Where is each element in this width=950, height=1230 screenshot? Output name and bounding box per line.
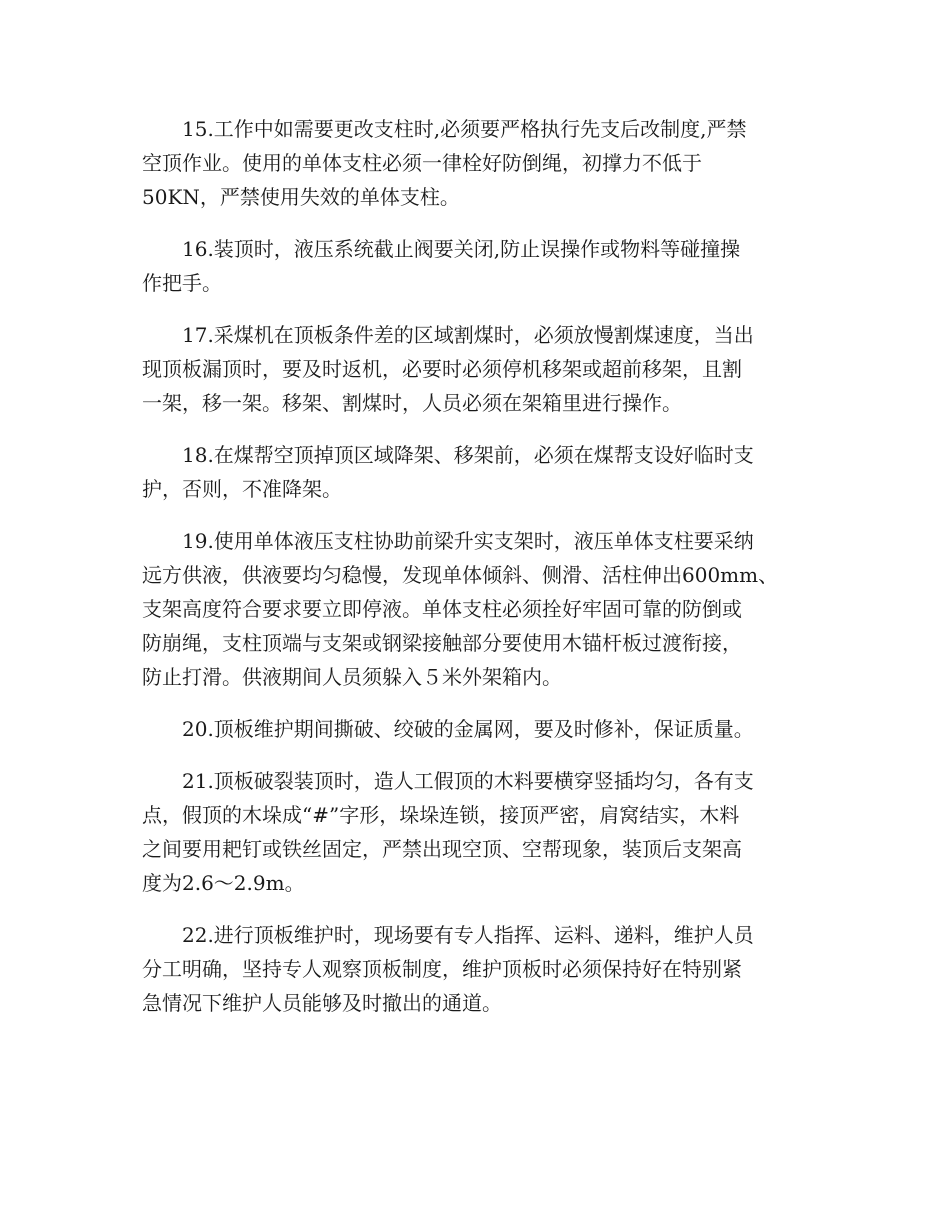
paragraph-line: 21.顶板破裂装顶时，造人工假顶的木料要横穿竖插均匀，各有支 xyxy=(182,769,754,793)
paragraph-item-22 xyxy=(142,918,812,1020)
paragraph-line: 护，否则，不准降架。 xyxy=(142,477,342,501)
paragraph-line: 19.使用单体液压支柱协助前梁升实支架时，液压单体支柱要采纳 xyxy=(182,529,754,553)
paragraph-line: 度为2.6～2.9m。 xyxy=(142,871,305,895)
paragraph-item-18 xyxy=(142,438,812,506)
paragraph-line: 20.顶板维护期间撕破、绞破的金属网，要及时修补，保证质量。 xyxy=(182,717,754,741)
paragraph-line: 17.采煤机在顶板条件差的区域割煤时，必须放慢割煤速度，当出 xyxy=(182,323,754,347)
paragraph-item-20 xyxy=(142,712,812,746)
paragraph-line: 分工明确，坚持专人观察顶板制度，维护顶板时必须保持好在特别紧 xyxy=(142,957,742,981)
paragraph-line: 支架高度符合要求要立即停液。单体支柱必须拴好牢固可靠的防倒或 xyxy=(142,597,742,621)
paragraph-line: 之间要用耙钉或铁丝固定，严禁出现空顶、空帮现象，装顶后支架高 xyxy=(142,837,742,861)
paragraph-line: 防止打滑。供液期间人员须躲入５米外架箱内。 xyxy=(142,665,562,689)
paragraph-line: 防崩绳，支柱顶端与支架或钢梁接触部分要使用木锚杆板过渡衔接， xyxy=(142,631,742,655)
paragraph-line: 50KN，严禁使用失效的单体支柱。 xyxy=(142,185,460,209)
paragraph-item-17 xyxy=(142,318,812,420)
paragraph-line: 18.在煤帮空顶掉顶区域降架、移架前，必须在煤帮支设好临时支 xyxy=(182,443,754,467)
paragraph-line: 22.进行顶板维护时，现场要有专人指挥、运料、递料，维护人员 xyxy=(182,923,754,947)
paragraph-line: 空顶作业。使用的单体支柱必须一律栓好防倒绳，初撑力不低于 xyxy=(142,151,702,175)
paragraph-line: 一架，移一架。移架、割煤时，人员必须在架箱里进行操作。 xyxy=(142,391,682,415)
paragraph-line: 远方供液，供液要均匀稳慢，发现单体倾斜、侧滑、活柱伸出600mm、 xyxy=(142,563,779,587)
paragraph-line: 15.工作中如需要更改支柱时,必须要严格执行先支后改制度,严禁 xyxy=(182,117,747,141)
document-page xyxy=(142,112,812,1038)
paragraph-line: 急情况下维护人员能够及时撤出的通道。 xyxy=(142,991,502,1015)
paragraph-item-15 xyxy=(142,112,812,214)
paragraph-item-19 xyxy=(142,524,812,694)
paragraph-item-16 xyxy=(142,232,812,300)
paragraph-line: 作把手。 xyxy=(142,271,222,295)
paragraph-line: 16.装顶时，液压系统截止阀要关闭,防止误操作或物料等碰撞操 xyxy=(182,237,741,261)
paragraph-item-21 xyxy=(142,764,812,900)
paragraph-line: 现顶板漏顶时，要及时返机，必要时必须停机移架或超前移架，且割 xyxy=(142,357,742,381)
paragraph-line: 点，假顶的木垛成“#”字形，垛垛连锁，接顶严密，肩窝结实，木料 xyxy=(142,803,740,827)
